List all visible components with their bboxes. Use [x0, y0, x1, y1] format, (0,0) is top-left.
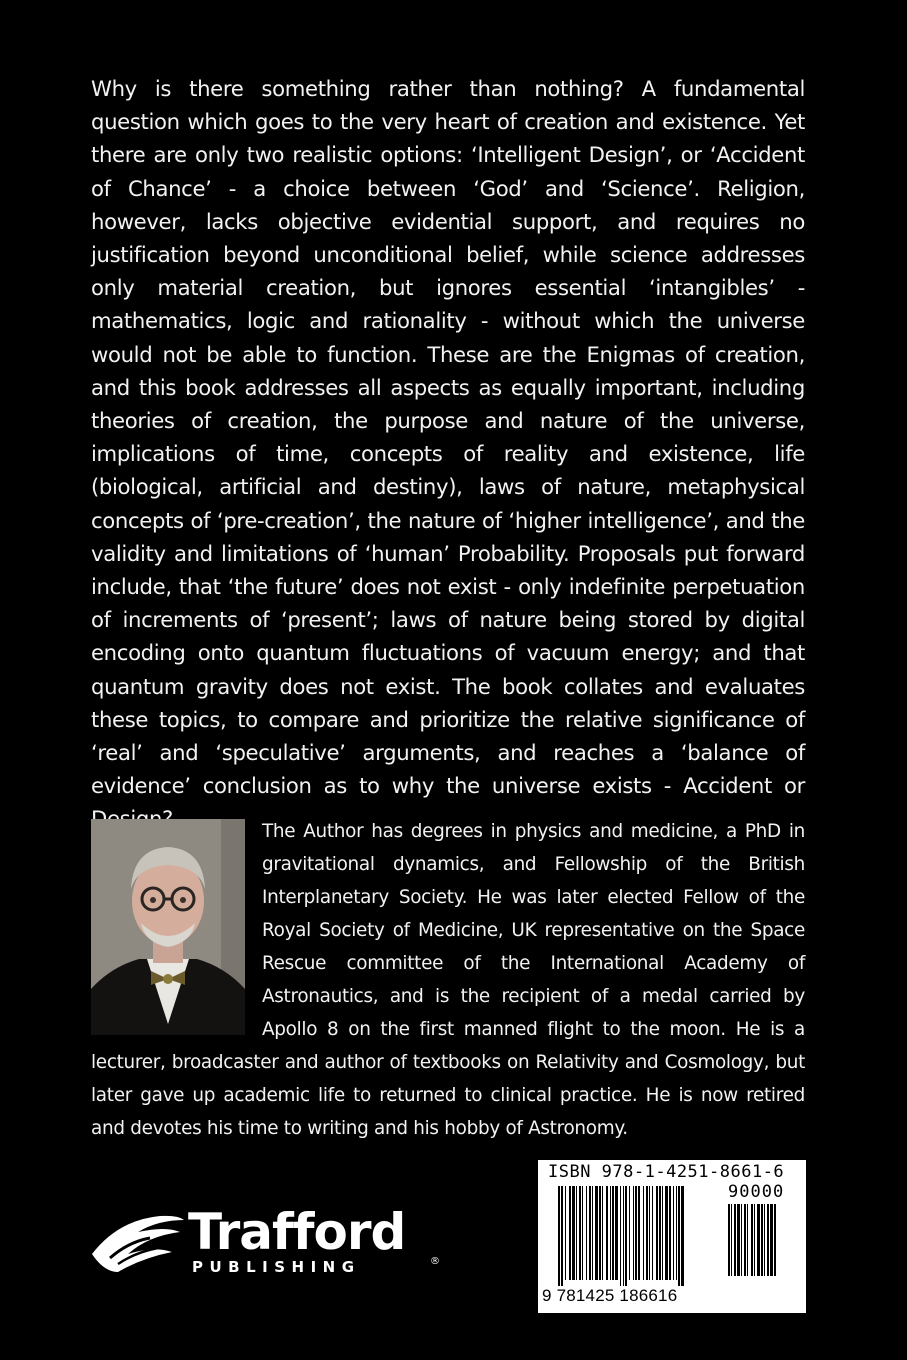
addon-barcode-bars	[728, 1204, 800, 1284]
author-bio: The Author has degrees in physics and medicine, a PhD in gravitational dynamics, and Fellowship of the British Interplanetary Society. He was later elected Fellow of the Royal Society of Medicine, UK representative on the Space Rescue committee of the International Academy of Astronautics, and is the recipient of a medal carried by Apollo 8 on the first manned flight to the moon. He is a lecturer, broadcaster and author of textbooks on Relativity and Cosmology, but later gave up academic life to returned to clinical practice. He is now retired and devotes his time to writing and his hobby of Astronomy.	[91, 821, 805, 1139]
publisher-logo	[88, 1200, 448, 1290]
isbn-barcode	[538, 1160, 806, 1313]
registered-mark: ®	[430, 1256, 440, 1267]
trafford-wave-icon	[88, 1202, 188, 1282]
author-portrait-image	[91, 819, 245, 1035]
barcode-digits: 9 781425 186616	[542, 1286, 678, 1305]
ean-barcode-bars	[558, 1186, 718, 1288]
isbn-number: ISBN 978-1-4251-8661-6	[548, 1162, 785, 1182]
back-cover-blurb: Why is there something rather than nothing? A fundamental question which goes to the very heart of creation and existence. Yet there are only two realistic options: ‘Intelligent Design’, or ‘Accident of Chance’ - a choice between ‘God’ and ‘Science’. Religion, however, lacks objective evidential support, and requires no justification beyond unconditional belief, while science addresses only material creation, but ignores essential ‘intangibles’ - mathematics, logic and rationality - without which the universe would not be able to function. These are the Enigmas of creation, and this book addresses all aspects as equally important, including theories of creation, the purpose and nature of the universe, implications of time, concepts of reality and existence, life (biological, artificial and destiny), laws of nature, metaphysical concepts of ‘pre-creation’, the nature of ‘higher intelligence’, and the validity and limitations of ‘human’ Probability. Proposals put forward include, that ‘the future’ does not exist - only indefinite perpetuation of increments of ‘present’; laws of nature being stored by digital encoding onto quantum fluctuations of vacuum energy; and that quantum gravity does not exist. The book collates and evaluates these topics, to compare and prioritize the relative significance of ‘real’ and ‘speculative’ arguments, and reaches a ‘balance of evidence’ conclusion as to why the universe exists - Accident or	[91, 76, 805, 799]
publisher-name: Trafford	[188, 1203, 406, 1261]
publisher-subtitle: PUBLISHING	[192, 1258, 361, 1276]
author-section	[91, 815, 805, 1145]
author-photo	[91, 819, 245, 1035]
price-code: 90000	[728, 1182, 785, 1202]
